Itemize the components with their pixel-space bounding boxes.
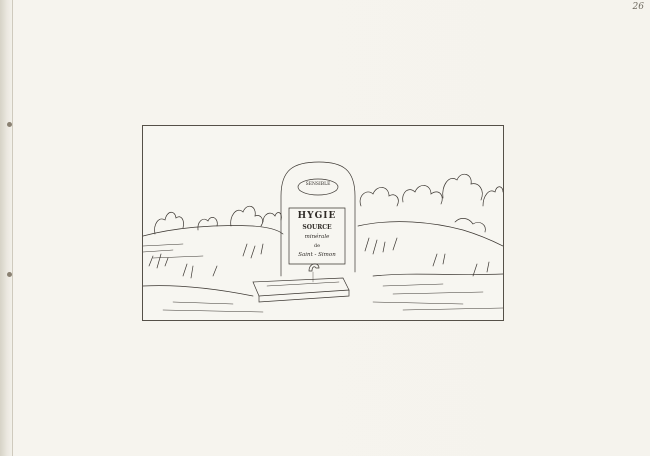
inscription-line-de: de — [313, 243, 321, 249]
cartouche-text: SENSIBLE — [305, 182, 331, 187]
hill-left — [143, 225, 283, 236]
inscription-title: HYGIE — [297, 211, 337, 221]
inscription-line-minerale: minérale — [304, 234, 330, 240]
landscape-drawing — [143, 126, 503, 320]
binding-stitch — [7, 272, 12, 277]
page-number: 26 — [632, 2, 644, 12]
shrub-right — [360, 187, 398, 206]
binding-edge — [12, 0, 13, 456]
inscription-line-source: SOURCE — [302, 224, 332, 231]
binding-stitch — [7, 122, 12, 127]
book-binding — [0, 0, 12, 456]
shrub-left — [155, 212, 184, 234]
trough — [253, 278, 349, 296]
ground-line — [143, 286, 253, 296]
spout — [309, 264, 319, 271]
hill-right — [358, 222, 503, 246]
inscription-line-place: Saint - Simon — [298, 252, 336, 258]
drawing-plate — [142, 125, 504, 321]
